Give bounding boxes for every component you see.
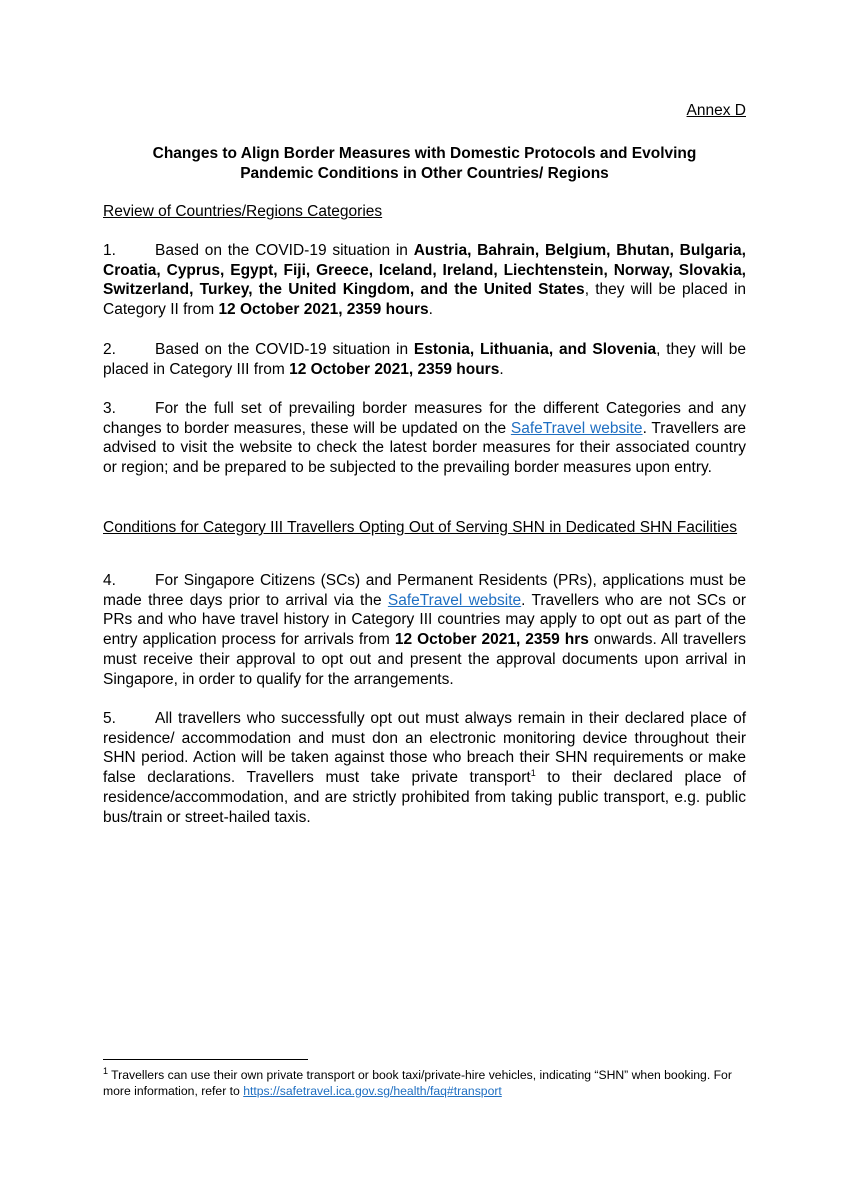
paragraph-5 <box>103 709 746 827</box>
footnote-text: Travellers can use their own private transport or book taxi/private-hire vehicles, indicating “SHN” when booking. For more information, refer to <box>103 1068 732 1098</box>
title-line-2: Pandemic Conditions in Other Countries/ Regions <box>240 165 609 182</box>
paragraph-text: For the full set of prevailing border measures for the different Categories and any changes to border measures, these will be updated on the <box>103 400 746 437</box>
page-title <box>103 144 746 184</box>
safetravel-website-link[interactable]: SafeTravel website <box>510 419 643 437</box>
paragraph-number: 3. <box>103 400 116 417</box>
title-line-1: Changes to Align Border Measures with Domestic Protocols and Evolving <box>152 145 697 162</box>
effective-date: 12 October 2021, 2359 hrs <box>394 631 589 649</box>
paragraph-2: 2. Based on the COVID-19 situation in Estonia, Lithuania, and Slovenia, they will be placed in Category III from 12 October 2021, 2359 hours. <box>103 341 746 378</box>
paragraph-text: For Singapore Citizens (SCs) and Permanent Residents (PRs), applications must be made three days prior to arrival via the <box>103 572 746 609</box>
footnote <box>103 1067 748 1099</box>
paragraph-text: , they will be placed in Category III from <box>103 341 746 378</box>
paragraph-number: 1. <box>103 242 116 259</box>
paragraph-number: 2. <box>103 341 116 358</box>
footnote-number: 1 <box>103 1065 109 1076</box>
paragraph-text: to their declared place of residence/accommodation, and are strictly prohibited from taking public transport, e.g. public bus/train or street-hailed taxis. <box>103 769 746 826</box>
annex-label: Annex D <box>686 102 746 119</box>
paragraph-text: Based on the COVID-19 situation in <box>155 341 414 358</box>
paragraph-text: . Travellers are advised to visit the website to check the latest border measures for their associated country or region; and be prepared to be subjected to the prevailing border measures upon entry. <box>103 419 746 477</box>
paragraph-text: Based on the COVID-19 situation in <box>155 242 414 259</box>
section-heading-review: Review of Countries/Regions Categories <box>103 203 383 220</box>
safetravel-website-link[interactable]: SafeTravel website <box>387 591 522 609</box>
countries-list: Austria, Bahrain, Belgium, Bhutan, Bulgaria, Croatia, Cyprus, Egypt, Fiji, Greece, Iceland, Ireland, Liechtenstein, Norway, Slovakia, Switzerland, Turkey, the United Kingdom, and the United States <box>103 242 746 299</box>
safetravel-faq-link[interactable]: https://safetravel.ica.gov.sg/health/faq#transport <box>243 1084 502 1098</box>
paragraph-text: , they will be placed in Category II from <box>103 281 747 319</box>
countries-list: Estonia, Lithuania, and Slovenia <box>413 341 657 358</box>
footnote-divider <box>103 1059 308 1060</box>
effective-date: 12 October 2021, 2359 hours <box>218 301 429 319</box>
paragraph-number: 5. <box>103 710 116 727</box>
paragraph-text: All travellers who successfully opt out must always remain in their declared place of residence/ accommodation and must don an electronic monitoring device throughout their SHN period. Action will be taken against those who breach their SHN requirements or make false declarations. Travellers must take private transport <box>103 710 746 787</box>
section-heading-conditions: Conditions for Category III Travellers Opting Out of Serving SHN in Dedicated SHN Facilities <box>103 519 738 536</box>
paragraph-1: 1. Based on the COVID-19 situation in Austria, Bahrain, Belgium, Bhutan, Bulgaria, Croatia, Cyprus, Egypt, Fiji, Greece, Iceland, Ireland, Liechtenstein, Norway, Slovakia, Switzerland, Turkey, the United Kingdom, and the United States, they will be placed in Category II from 12 October 2021, 2359 hours. <box>103 242 747 319</box>
paragraph-3 <box>103 399 746 478</box>
paragraph-text: . Travellers who are not SCs or PRs and who have travel history in Category III countries may apply to opt out as part of the entry application process for arrivals from <box>103 591 746 649</box>
document-page <box>103 0 746 1200</box>
paragraph-4 <box>103 571 746 689</box>
paragraph-number: 4. <box>103 572 116 589</box>
paragraph-text: onwards. All travellers must receive their approval to opt out and present the approval documents upon arrival in Singapore, in order to qualify for the arrangements. <box>103 631 746 688</box>
effective-date: 12 October 2021, 2359 hours <box>289 360 500 378</box>
footnote-marker: 1 <box>530 767 536 778</box>
